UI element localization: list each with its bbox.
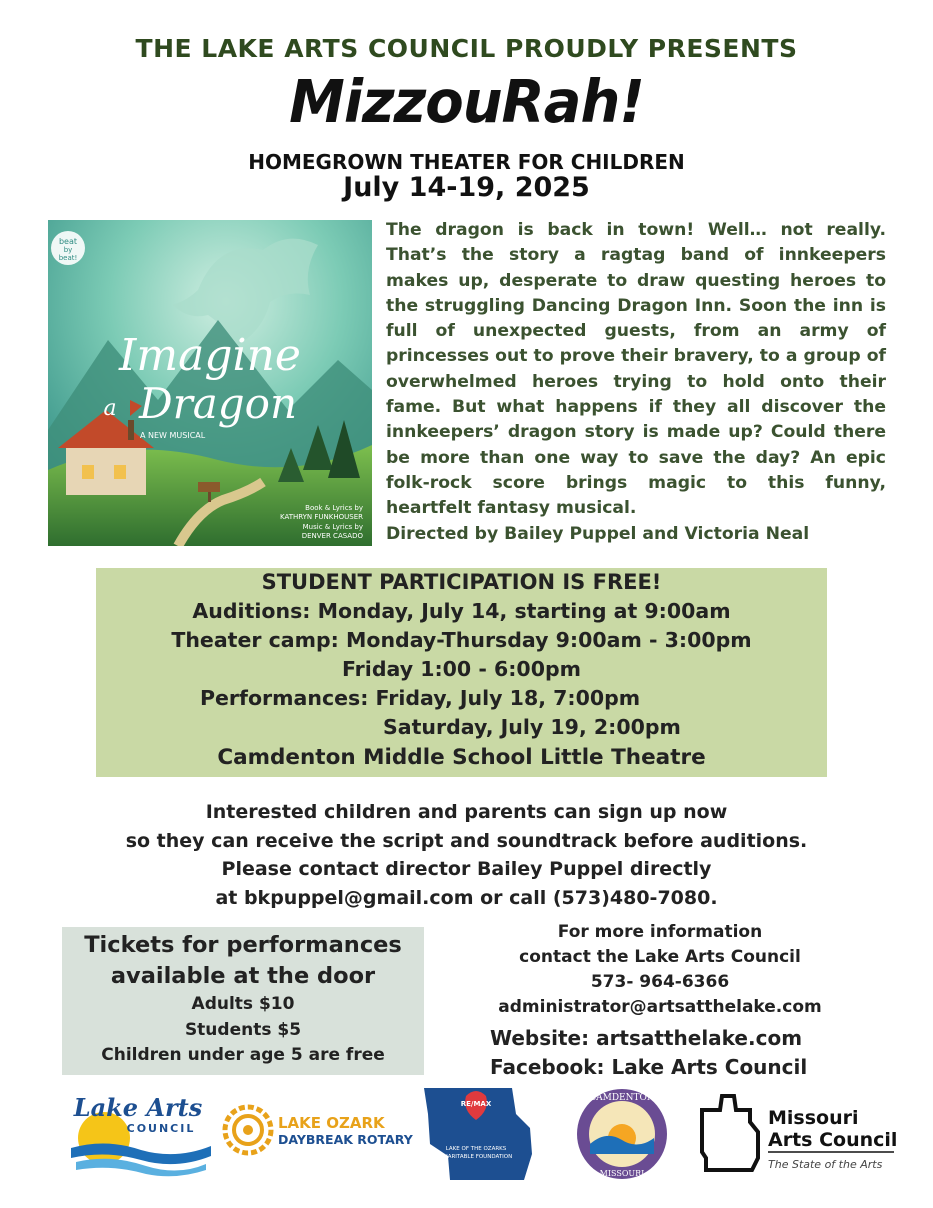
poster-image <box>48 220 372 546</box>
poster-title-2a: a <box>103 396 117 421</box>
contact-email[interactable]: administrator@artsatthelake.com <box>498 997 822 1017</box>
council-text: COUNCIL <box>126 1122 196 1135</box>
poster-title-1: Imagine <box>119 330 301 381</box>
signup-line-1: Interested children and parents can sign up now <box>205 801 728 823</box>
lake-arts-council-logo <box>66 1088 216 1178</box>
student-heading: STUDENT PARTICIPATION IS FREE! <box>261 570 662 594</box>
camdenton-bottom-text: MISSOURI <box>599 1169 645 1178</box>
badge-text-3: beat! <box>58 254 78 262</box>
venue-line: Camdenton Middle School Little Theatre <box>217 745 706 770</box>
badge-text-2: by <box>63 246 73 254</box>
rotary-logo <box>222 1104 422 1160</box>
signup-line-4: at bkpuppel@gmail.com or call (573)480-7080. <box>215 886 718 909</box>
badge-text-1: beat <box>58 237 78 246</box>
mac-text-3: The State of the Arts <box>768 1158 883 1171</box>
poster-credit2-label: Music & Lyrics by <box>302 523 363 531</box>
show-title: MizzouRah! <box>289 68 644 137</box>
lake-arts-text: Lake Arts <box>73 1093 203 1122</box>
directed-by: Directed by Bailey Puppel and Victoria Neal <box>386 524 810 544</box>
contact-info <box>470 920 850 1020</box>
show-description: The dragon is back in town! Well… not really. That’s the story a ragtag band of innkeepers makes up, desperate to draw questing heroes to the struggling Dancing Dragon Inn. Soon the inn is full of unexpected guests, from an army of princesses out to prove their bravery, to a group of overwhelmed heroes trying to hold onto their fame. But what happens if they all discover the innkeepers’ dragon story is made up? Could there be more than one way to save the day? An epic folk-rock score brings magic to this funny, heartfelt fantasy musical. <box>386 220 886 519</box>
missouri-arts-council-logo <box>698 1092 898 1178</box>
mac-text-2: Arts Council <box>768 1129 898 1151</box>
tickets-heading-2: available at the door <box>110 963 376 989</box>
show-dates: July 14-19, 2025 <box>343 172 590 203</box>
ticket-prices <box>62 992 424 1069</box>
contact-phone: 573- 964-6366 <box>590 972 730 992</box>
poster-title-2b: Dragon <box>138 379 298 428</box>
contact-line-1: For more information <box>557 922 763 942</box>
remax-text-1: RE/MAX <box>460 1100 492 1108</box>
price-children: Children under age 5 are free <box>101 1045 385 1065</box>
mac-text-1: Missouri <box>768 1107 859 1129</box>
signup-line-3: Please contact director Bailey Puppel directly <box>221 858 712 880</box>
camdenton-top-text: CAMDENTON <box>589 1093 655 1103</box>
camp-line: Theater camp: Monday-Thursday 9:00am - 3:00pm <box>171 628 752 652</box>
performances-line: Performances: Friday, July 18, 7:00pm <box>200 686 641 710</box>
rotary-text-2: DAYBREAK ROTARY <box>278 1132 413 1147</box>
rotary-text-1: LAKE OZARK <box>278 1114 385 1132</box>
web-links <box>490 1024 807 1082</box>
contact-line-2: contact the Lake Arts Council <box>519 947 801 967</box>
tickets-heading <box>62 930 424 992</box>
poster-credit1-name: KATHRYN FUNKHOUSER <box>279 513 363 521</box>
tickets-heading-1: Tickets for performances <box>84 932 402 958</box>
remax-text-2: LAKE OF THE OZARKS <box>445 1146 507 1152</box>
poster-tagline: A NEW MUSICAL <box>140 431 206 440</box>
facebook-link[interactable]: Facebook: Lake Arts Council <box>490 1055 808 1079</box>
price-adults: Adults $10 <box>191 994 295 1014</box>
signup-info <box>0 798 933 912</box>
show-subtitle: HOMEGROWN THEATER FOR CHILDREN <box>248 150 685 174</box>
saturday-line: Saturday, July 19, 2:00pm <box>383 715 681 739</box>
camdenton-seal-logo <box>574 1082 670 1186</box>
student-participation-box <box>96 568 827 777</box>
presents-heading: THE LAKE ARTS COUNCIL PROUDLY PRESENTS <box>135 34 798 63</box>
remax-text-3: CHARITABLE FOUNDATION <box>439 1154 513 1160</box>
auditions-line: Auditions: Monday, July 14, starting at 9:00am <box>192 599 731 623</box>
price-students: Students $5 <box>184 1019 302 1040</box>
website-link[interactable]: Website: artsatthelake.com <box>490 1026 803 1050</box>
poster-credit2-name: DENVER CASADO <box>301 532 363 540</box>
poster-credit1-label: Book & Lyrics by <box>305 504 363 512</box>
remax-foundation-logo <box>420 1084 538 1184</box>
signup-line-2: so they can receive the script and soundtrack before auditions. <box>125 829 808 852</box>
friday-line: Friday 1:00 - 6:00pm <box>341 657 581 681</box>
